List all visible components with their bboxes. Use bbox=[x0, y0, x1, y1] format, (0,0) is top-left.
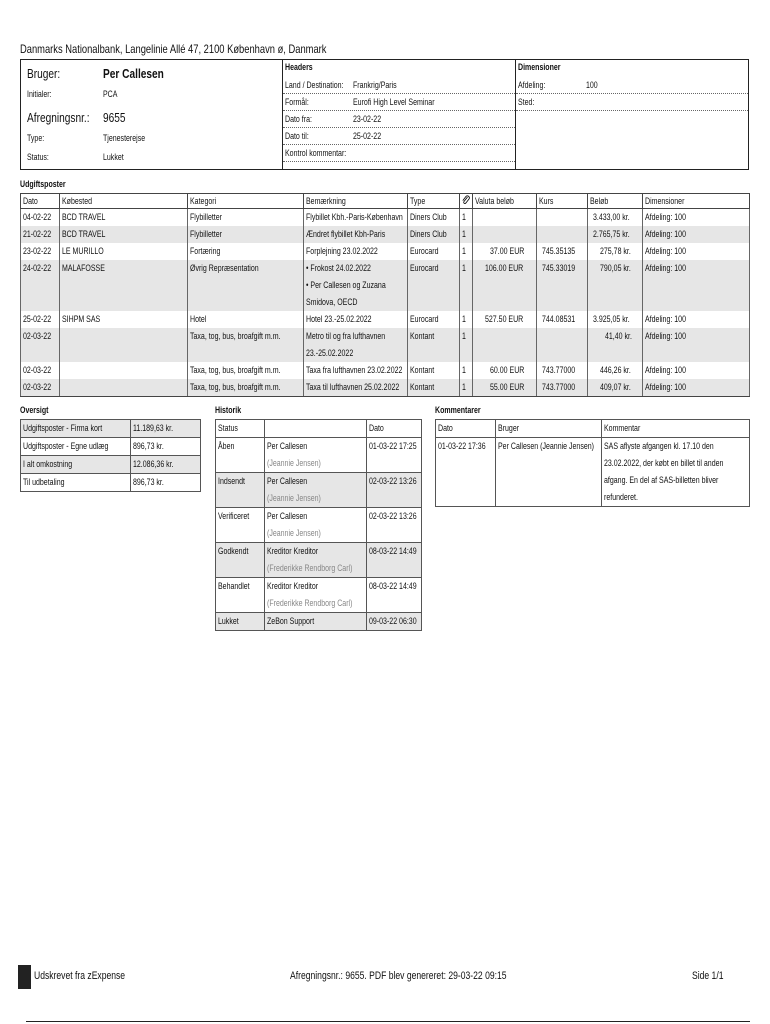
col-header-dimensions: Dimensioner bbox=[643, 194, 750, 209]
expense-remark: Taxa fra lufthavnen 23.02.2022 bbox=[304, 362, 408, 379]
col-header-amount: Beløb bbox=[588, 194, 643, 209]
expense-date: 21-02-22 bbox=[21, 226, 60, 243]
dimension-row-department bbox=[516, 77, 748, 94]
col-header-date: Dato bbox=[21, 194, 60, 209]
expense-merchant: MALAFOSSE bbox=[60, 260, 188, 311]
expense-attachment-count: 1 bbox=[460, 260, 473, 311]
dimensions-panel bbox=[516, 60, 748, 169]
expense-amount: 275,78 kr. bbox=[588, 243, 643, 260]
expense-dimensions: Afdeling: 100 bbox=[643, 379, 750, 397]
expense-type: Eurocard bbox=[408, 311, 460, 328]
footer-page-number: Side 1/1 bbox=[692, 970, 724, 982]
expense-currency-amount bbox=[473, 209, 537, 227]
expense-remark: Metro til og fra lufthavnen 23.-25.02.2022 bbox=[304, 328, 408, 362]
expense-category: Taxa, tog, bus, broafgift m.m. bbox=[188, 362, 304, 379]
overview-title: Oversigt bbox=[20, 405, 49, 415]
header-value: 25-02-22 bbox=[353, 131, 382, 141]
history-user-delegate: (Jeannie Jensen) bbox=[267, 493, 321, 503]
expense-currency-amount: 55.00 EUR bbox=[473, 379, 537, 397]
history-status: Godkendt bbox=[216, 543, 265, 578]
dimension-label: Afdeling: bbox=[518, 80, 546, 90]
expense-merchant bbox=[60, 379, 188, 397]
expense-currency-amount: 60.00 EUR bbox=[473, 362, 537, 379]
overview-value: 896,73 kr. bbox=[131, 474, 201, 492]
expense-remark: Ændret flybillet Kbh-Paris bbox=[304, 226, 408, 243]
expense-rate bbox=[537, 328, 588, 362]
expense-date: 02-03-22 bbox=[21, 379, 60, 397]
history-user-name: Kreditor Kreditor bbox=[267, 581, 319, 591]
header-row-purpose bbox=[283, 94, 515, 111]
expense-amount: 446,26 kr. bbox=[588, 362, 643, 379]
history-user-name: Kreditor Kreditor bbox=[267, 546, 319, 556]
overview-row bbox=[21, 474, 201, 492]
history-user-delegate: (Jeannie Jensen) bbox=[267, 458, 321, 468]
expense-row bbox=[21, 209, 750, 227]
col-header-currency-amount: Valuta beløb bbox=[473, 194, 537, 209]
expenses-header-row bbox=[21, 194, 750, 209]
expense-type: Eurocard bbox=[408, 243, 460, 260]
footer-generated-info: Afregningsnr.: 9655. PDF blev genereret: 29-03-22 09:15 bbox=[290, 970, 507, 982]
expense-dimensions: Afdeling: 100 bbox=[643, 328, 750, 362]
expense-row bbox=[21, 243, 750, 260]
header-row-date-from bbox=[283, 111, 515, 128]
expense-date: 02-03-22 bbox=[21, 362, 60, 379]
history-date: 02-03-22 13:26 bbox=[367, 473, 422, 508]
overview-label: Til udbetaling bbox=[21, 474, 131, 492]
expense-attachment-count: 1 bbox=[460, 311, 473, 328]
expense-row bbox=[21, 328, 750, 362]
expense-rate: 744.08531 bbox=[537, 311, 588, 328]
comment-user: Per Callesen (Jeannie Jensen) bbox=[496, 438, 602, 507]
expense-merchant bbox=[60, 362, 188, 379]
col-header-rate: Kurs bbox=[537, 194, 588, 209]
expense-rate bbox=[537, 226, 588, 243]
expense-currency-amount: 106.00 EUR bbox=[473, 260, 537, 311]
overview-row bbox=[21, 420, 201, 438]
expenses-title: Udgiftsposter bbox=[20, 179, 66, 189]
dimensions-title: Dimensioner bbox=[518, 62, 561, 72]
expense-date: 24-02-22 bbox=[21, 260, 60, 311]
type-label: Type: bbox=[27, 133, 45, 143]
expense-rate: 745.33019 bbox=[537, 260, 588, 311]
expense-type: Diners Club bbox=[408, 226, 460, 243]
history-row bbox=[216, 613, 422, 631]
expense-amount: 41,40 kr. bbox=[588, 328, 643, 362]
col-header-type: Type bbox=[408, 194, 460, 209]
expense-dimensions: Afdeling: 100 bbox=[643, 311, 750, 328]
expense-category: Flybilletter bbox=[188, 226, 304, 243]
overview-value: 896,73 kr. bbox=[131, 438, 201, 456]
footer-divider bbox=[26, 1021, 750, 1022]
header-label: Formål: bbox=[285, 97, 309, 107]
header-value: Eurofi High Level Seminar bbox=[353, 97, 435, 107]
header-row-date-to bbox=[283, 128, 515, 145]
history-user bbox=[265, 578, 367, 613]
expense-currency-amount bbox=[473, 226, 537, 243]
status-label: Status: bbox=[27, 152, 49, 162]
expense-amount: 3.925,05 kr. bbox=[588, 311, 643, 328]
comment-text: SAS aflyste afgangen kl. 17.10 den 23.02.2022, der købt en billet til anden afgang. En del af SAS-billetten bliver refunderet. bbox=[602, 438, 750, 507]
expense-dimensions: Afdeling: 100 bbox=[643, 243, 750, 260]
initials-value: PCA bbox=[103, 89, 118, 99]
expense-dimensions: Afdeling: 100 bbox=[643, 209, 750, 227]
expense-attachment-count: 1 bbox=[460, 226, 473, 243]
history-row bbox=[216, 578, 422, 613]
expense-attachment-count: 1 bbox=[460, 209, 473, 227]
expense-type: Diners Club bbox=[408, 209, 460, 227]
settlement-number-value: 9655 bbox=[103, 110, 126, 125]
history-table bbox=[215, 419, 422, 631]
header-value: Frankrig/Paris bbox=[353, 80, 397, 90]
history-row bbox=[216, 543, 422, 578]
expense-date: 02-03-22 bbox=[21, 328, 60, 362]
expense-amount: 3.433,00 kr. bbox=[588, 209, 643, 227]
comments-col-comment: Kommentar bbox=[602, 420, 750, 438]
user-info-panel bbox=[21, 60, 283, 169]
expense-remark: Hotel 23.-25.02.2022 bbox=[304, 311, 408, 328]
header-row-destination bbox=[283, 77, 515, 94]
expense-remark: Taxa til lufthavnen 25.02.2022 bbox=[304, 379, 408, 397]
expense-attachment-count: 1 bbox=[460, 243, 473, 260]
expense-rate: 743.77000 bbox=[537, 362, 588, 379]
comments-header-row bbox=[436, 420, 750, 438]
header-value: 23-02-22 bbox=[353, 114, 382, 124]
history-date: 02-03-22 13:26 bbox=[367, 508, 422, 543]
history-user bbox=[265, 473, 367, 508]
history-status: Behandlet bbox=[216, 578, 265, 613]
overview-value: 11.189,63 kr. bbox=[131, 420, 201, 438]
zexpense-logo-icon bbox=[18, 965, 31, 989]
history-user-name: Per Callesen bbox=[267, 476, 308, 486]
comment-row bbox=[436, 438, 750, 507]
history-status: Åben bbox=[216, 438, 265, 473]
expense-category: Taxa, tog, bus, broafgift m.m. bbox=[188, 328, 304, 362]
expense-currency-amount bbox=[473, 328, 537, 362]
expense-attachment-count: 1 bbox=[460, 379, 473, 397]
expense-amount: 2.765,75 kr. bbox=[588, 226, 643, 243]
comment-date: 01-03-22 17:36 bbox=[436, 438, 496, 507]
header-label: Dato fra: bbox=[285, 114, 312, 124]
expense-currency-amount: 527.50 EUR bbox=[473, 311, 537, 328]
expense-dimensions: Afdeling: 100 bbox=[643, 260, 750, 311]
history-title: Historik bbox=[215, 405, 242, 415]
overview-label: Udgiftsposter - Egne udlæg bbox=[21, 438, 131, 456]
expense-remark: Flybillet Kbh.-Paris-København bbox=[304, 209, 408, 227]
expense-rate bbox=[537, 209, 588, 227]
expense-row bbox=[21, 362, 750, 379]
history-date: 01-03-22 17:25 bbox=[367, 438, 422, 473]
dimension-label: Sted: bbox=[518, 97, 535, 107]
expense-currency-amount: 37.00 EUR bbox=[473, 243, 537, 260]
expense-row bbox=[21, 379, 750, 397]
expense-row bbox=[21, 311, 750, 328]
history-row bbox=[216, 473, 422, 508]
expense-date: 23-02-22 bbox=[21, 243, 60, 260]
user-value: Per Callesen bbox=[103, 66, 164, 81]
history-user-name: Per Callesen bbox=[267, 511, 308, 521]
company-address: Danmarks Nationalbank, Langelinie Allé 47, 2100 København ø, Danmark bbox=[20, 42, 327, 56]
user-label: Bruger: bbox=[27, 66, 61, 81]
expense-amount: 790,05 kr. bbox=[588, 260, 643, 311]
expense-merchant: LE MURILLO bbox=[60, 243, 188, 260]
history-status: Indsendt bbox=[216, 473, 265, 508]
history-header-row bbox=[216, 420, 422, 438]
overview-row bbox=[21, 456, 201, 474]
dimension-row-place bbox=[516, 94, 748, 111]
expense-category: Taxa, tog, bus, broafgift m.m. bbox=[188, 379, 304, 397]
history-date: 09-03-22 06:30 bbox=[367, 613, 422, 631]
headers-panel bbox=[283, 60, 516, 169]
history-status: Verificeret bbox=[216, 508, 265, 543]
history-col-date: Dato bbox=[367, 420, 422, 438]
history-row bbox=[216, 508, 422, 543]
overview-label: Udgiftsposter - Firma kort bbox=[21, 420, 131, 438]
history-user-delegate: (Jeannie Jensen) bbox=[267, 528, 321, 538]
history-col-user bbox=[265, 420, 367, 438]
dimension-value: 100 bbox=[586, 80, 598, 90]
col-header-category: Kategori bbox=[188, 194, 304, 209]
expense-merchant: SIHPM SAS bbox=[60, 311, 188, 328]
expense-dimensions: Afdeling: 100 bbox=[643, 226, 750, 243]
overview-row bbox=[21, 438, 201, 456]
header-label: Dato til: bbox=[285, 131, 309, 141]
expense-merchant: BCD TRAVEL bbox=[60, 209, 188, 227]
header-row-control-comment bbox=[283, 145, 515, 162]
history-status: Lukket bbox=[216, 613, 265, 631]
history-date: 08-03-22 14:49 bbox=[367, 578, 422, 613]
expense-rate: 745.35135 bbox=[537, 243, 588, 260]
history-col-status: Status bbox=[216, 420, 265, 438]
expense-date: 04-02-22 bbox=[21, 209, 60, 227]
expense-amount: 409,07 kr. bbox=[588, 379, 643, 397]
overview-value: 12.086,36 kr. bbox=[131, 456, 201, 474]
overview-table bbox=[20, 419, 201, 492]
history-user-name: Per Callesen bbox=[267, 441, 308, 451]
type-value: Tjenesterejse bbox=[103, 133, 146, 143]
expense-rate: 743.77000 bbox=[537, 379, 588, 397]
history-user bbox=[265, 543, 367, 578]
header-label: Kontrol kommentar: bbox=[285, 148, 347, 158]
initials-label: Initialer: bbox=[27, 89, 52, 99]
history-date: 08-03-22 14:49 bbox=[367, 543, 422, 578]
footer-printed-from: Udskrevet fra zExpense bbox=[34, 970, 126, 982]
user-row bbox=[27, 66, 282, 84]
comments-col-date: Dato bbox=[436, 420, 496, 438]
expense-category: Hotel bbox=[188, 311, 304, 328]
comments-table bbox=[435, 419, 750, 507]
expense-row bbox=[21, 260, 750, 311]
comments-col-user: Bruger bbox=[496, 420, 602, 438]
headers-title: Headers bbox=[285, 62, 313, 72]
history-user-delegate: (Frederikke Rendborg Carl) bbox=[267, 598, 353, 608]
expense-type: Eurocard bbox=[408, 260, 460, 311]
comments-title: Kommentarer bbox=[435, 405, 481, 415]
history-user bbox=[265, 438, 367, 473]
status-value: Lukket bbox=[103, 152, 124, 162]
paperclip-icon bbox=[460, 194, 473, 209]
expense-merchant: BCD TRAVEL bbox=[60, 226, 188, 243]
history-user-delegate: (Frederikke Rendborg Carl) bbox=[267, 563, 353, 573]
expense-row bbox=[21, 226, 750, 243]
settlement-number-label: Afregningsnr.: bbox=[27, 110, 90, 125]
history-user bbox=[265, 508, 367, 543]
expense-dimensions: Afdeling: 100 bbox=[643, 362, 750, 379]
expense-date: 25-02-22 bbox=[21, 311, 60, 328]
expense-remark: Forplejning 23.02.2022 bbox=[304, 243, 408, 260]
report-header-box bbox=[20, 59, 749, 170]
col-header-merchant: Købested bbox=[60, 194, 188, 209]
expenses-table bbox=[20, 193, 750, 397]
expense-category: Fortæring bbox=[188, 243, 304, 260]
overview-label: I alt omkostning bbox=[21, 456, 131, 474]
expense-type: Kontant bbox=[408, 379, 460, 397]
col-header-remark: Bemærkning bbox=[304, 194, 408, 209]
history-row bbox=[216, 438, 422, 473]
expense-category: Øvrig Repræsentation bbox=[188, 260, 304, 311]
expense-attachment-count: 1 bbox=[460, 362, 473, 379]
expense-attachment-count: 1 bbox=[460, 328, 473, 362]
expense-type: Kontant bbox=[408, 328, 460, 362]
history-user bbox=[265, 613, 367, 631]
expense-merchant bbox=[60, 328, 188, 362]
expense-category: Flybilletter bbox=[188, 209, 304, 227]
history-user-name: ZeBon Support bbox=[267, 616, 315, 626]
header-label: Land / Destination: bbox=[285, 80, 344, 90]
expense-remark: • Frokost 24.02.2022 • Per Callesen og Zuzana Smidova, OECD bbox=[304, 260, 408, 311]
expense-type: Kontant bbox=[408, 362, 460, 379]
